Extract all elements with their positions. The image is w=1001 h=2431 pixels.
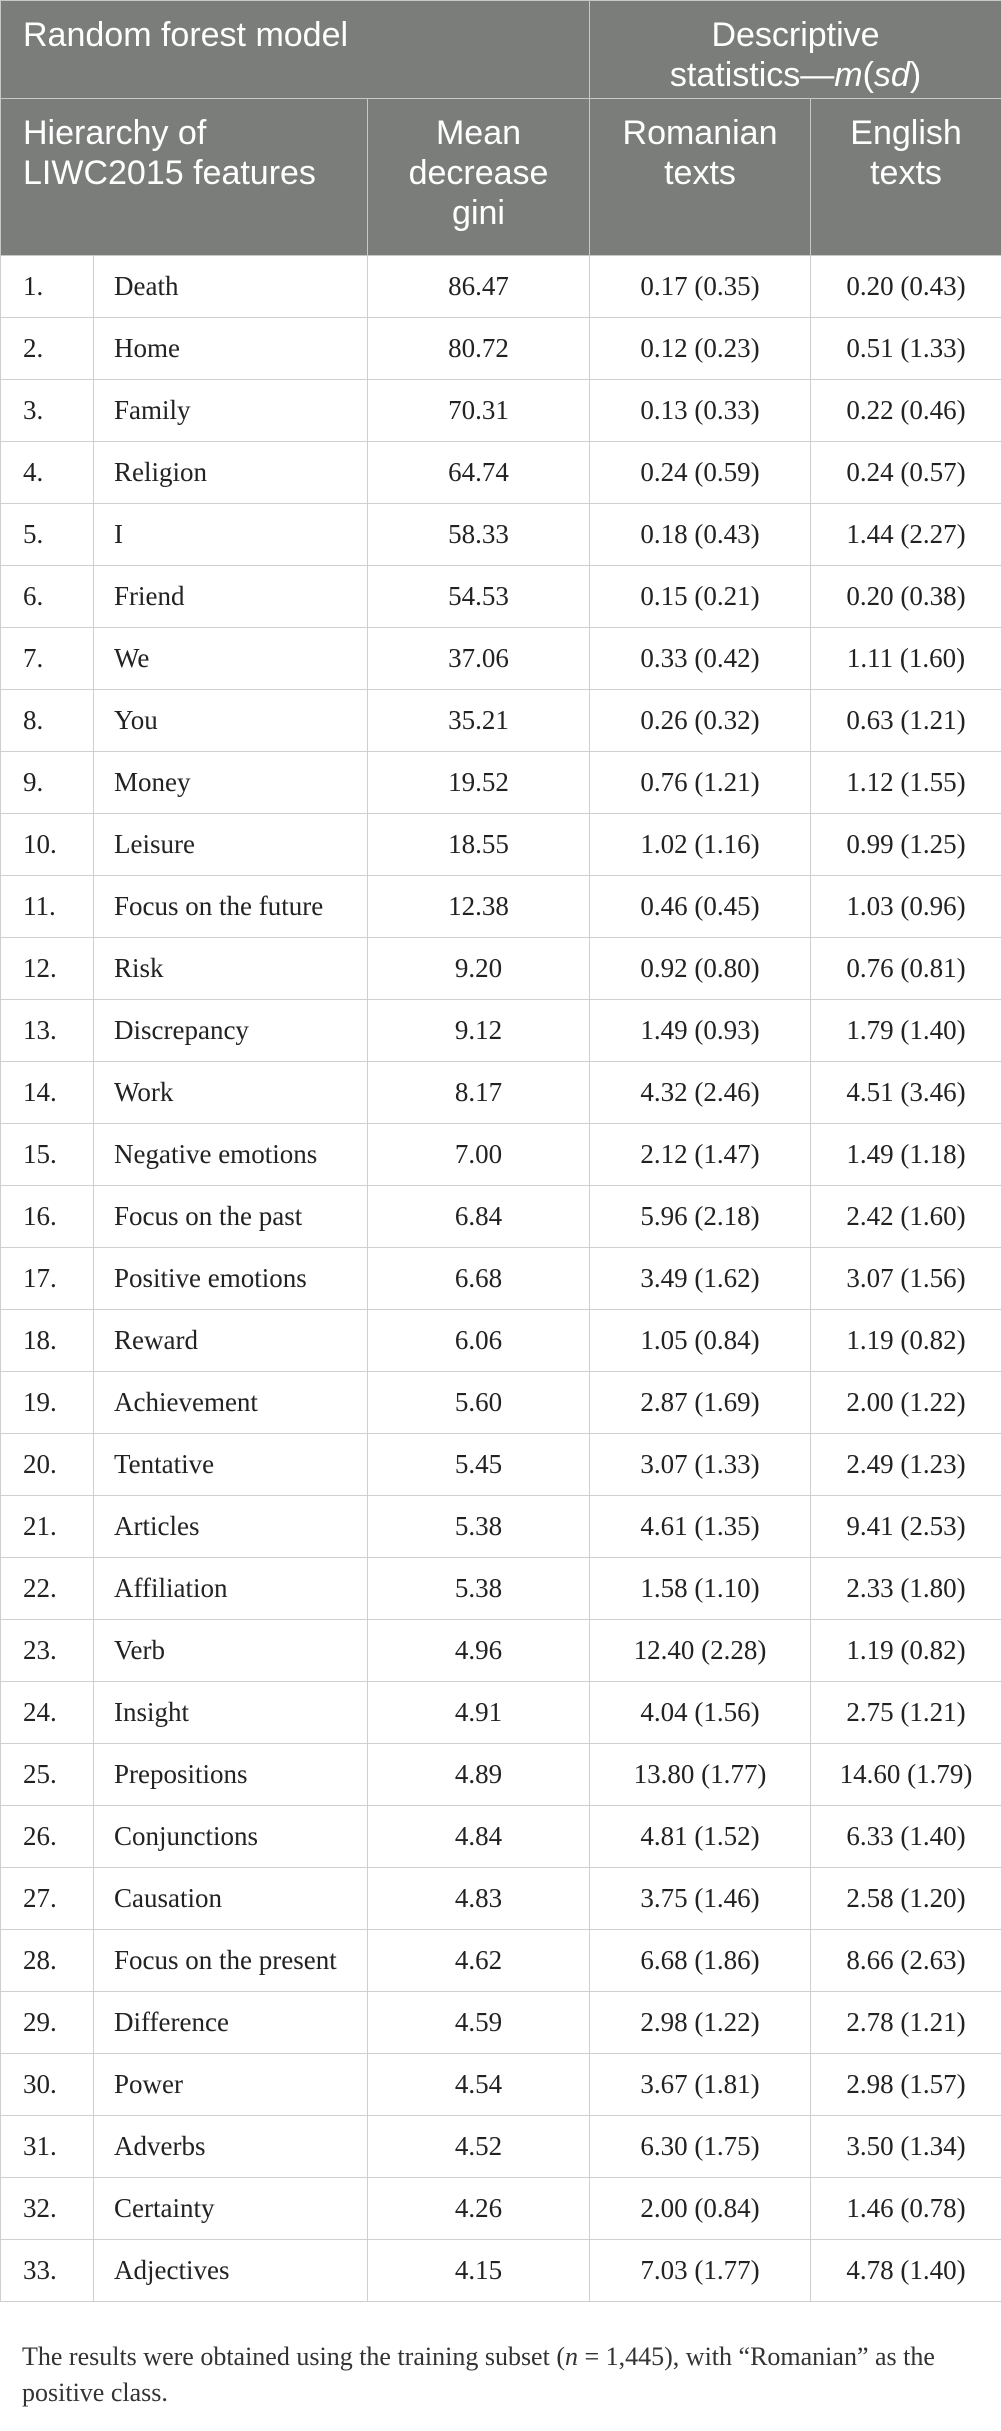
- rank-cell: 22.: [1, 1558, 94, 1620]
- rank-cell: 33.: [1, 2240, 94, 2302]
- table-row: [1, 1868, 1001, 1930]
- rank-cell: 30.: [1, 2054, 94, 2116]
- rank-cell: 16.: [1, 1186, 94, 1248]
- table-row: [1, 380, 1001, 442]
- header-column-row: [1, 99, 1001, 256]
- english-cell: 2.98 (1.57): [811, 2054, 1001, 2116]
- rank-cell: 14.: [1, 1062, 94, 1124]
- english-cell: 0.99 (1.25): [811, 814, 1001, 876]
- gini-cell: 4.54: [368, 2054, 590, 2116]
- rank-cell: 4.: [1, 442, 94, 504]
- header-group-row: [1, 1, 1001, 99]
- english-cell: 1.44 (2.27): [811, 504, 1001, 566]
- feature-cell: Death: [94, 256, 368, 318]
- romanian-cell: 0.18 (0.43): [590, 504, 811, 566]
- gini-cell: 5.60: [368, 1372, 590, 1434]
- gini-cell: 4.62: [368, 1930, 590, 1992]
- table-row: [1, 1496, 1001, 1558]
- gini-cell: 35.21: [368, 690, 590, 752]
- english-cell: 2.49 (1.23): [811, 1434, 1001, 1496]
- romanian-cell: 3.49 (1.62): [590, 1248, 811, 1310]
- english-cell: 1.46 (0.78): [811, 2178, 1001, 2240]
- romanian-cell: 0.15 (0.21): [590, 566, 811, 628]
- table-row: [1, 1744, 1001, 1806]
- english-cell: 2.33 (1.80): [811, 1558, 1001, 1620]
- rank-cell: 21.: [1, 1496, 94, 1558]
- english-cell: 1.11 (1.60): [811, 628, 1001, 690]
- english-cell: 1.19 (0.82): [811, 1310, 1001, 1372]
- rank-cell: 20.: [1, 1434, 94, 1496]
- english-cell: 14.60 (1.79): [811, 1744, 1001, 1806]
- header-english: English texts: [811, 99, 1001, 256]
- english-cell: 1.12 (1.55): [811, 752, 1001, 814]
- header-descriptive-line1: Descriptive: [711, 16, 880, 54]
- header-sd: sd: [873, 56, 910, 94]
- gini-cell: 9.12: [368, 1000, 590, 1062]
- table-row: [1, 1558, 1001, 1620]
- romanian-cell: 0.92 (0.80): [590, 938, 811, 1000]
- english-cell: 1.03 (0.96): [811, 876, 1001, 938]
- rank-cell: 8.: [1, 690, 94, 752]
- gini-cell: 4.84: [368, 1806, 590, 1868]
- gini-cell: 6.84: [368, 1186, 590, 1248]
- english-cell: 0.20 (0.43): [811, 256, 1001, 318]
- english-cell: 4.51 (3.46): [811, 1062, 1001, 1124]
- header-open-paren: (: [862, 56, 874, 94]
- feature-cell: Leisure: [94, 814, 368, 876]
- romanian-cell: 4.61 (1.35): [590, 1496, 811, 1558]
- feature-cell: Insight: [94, 1682, 368, 1744]
- feature-cell: Tentative: [94, 1434, 368, 1496]
- rank-cell: 11.: [1, 876, 94, 938]
- romanian-cell: 13.80 (1.77): [590, 1744, 811, 1806]
- english-cell: 2.58 (1.20): [811, 1868, 1001, 1930]
- romanian-cell: 0.17 (0.35): [590, 256, 811, 318]
- table-row: [1, 628, 1001, 690]
- english-cell: 8.66 (2.63): [811, 1930, 1001, 1992]
- romanian-cell: 4.04 (1.56): [590, 1682, 811, 1744]
- rank-cell: 7.: [1, 628, 94, 690]
- gini-cell: 86.47: [368, 256, 590, 318]
- gini-cell: 4.91: [368, 1682, 590, 1744]
- feature-cell: Achievement: [94, 1372, 368, 1434]
- table-row: [1, 1124, 1001, 1186]
- footnote-post: = 1,445), with “Romanian” as the positive class.: [22, 2342, 935, 2407]
- romanian-cell: 0.12 (0.23): [590, 318, 811, 380]
- feature-cell: Negative emotions: [94, 1124, 368, 1186]
- gini-cell: 4.96: [368, 1620, 590, 1682]
- english-cell: 4.78 (1.40): [811, 2240, 1001, 2302]
- feature-cell: Causation: [94, 1868, 368, 1930]
- romanian-cell: 6.30 (1.75): [590, 2116, 811, 2178]
- romanian-cell: 2.98 (1.22): [590, 1992, 811, 2054]
- english-cell: 9.41 (2.53): [811, 1496, 1001, 1558]
- feature-cell: Money: [94, 752, 368, 814]
- feature-cell: Articles: [94, 1496, 368, 1558]
- rank-cell: 6.: [1, 566, 94, 628]
- feature-cell: Reward: [94, 1310, 368, 1372]
- rank-cell: 31.: [1, 2116, 94, 2178]
- english-cell: 0.22 (0.46): [811, 380, 1001, 442]
- gini-cell: 5.38: [368, 1558, 590, 1620]
- rank-cell: 18.: [1, 1310, 94, 1372]
- footnote-n: n: [564, 2342, 578, 2371]
- rank-cell: 24.: [1, 1682, 94, 1744]
- feature-cell: Home: [94, 318, 368, 380]
- gini-cell: 4.59: [368, 1992, 590, 2054]
- english-cell: 3.07 (1.56): [811, 1248, 1001, 1310]
- feature-cell: Adverbs: [94, 2116, 368, 2178]
- romanian-cell: 4.32 (2.46): [590, 1062, 811, 1124]
- rank-cell: 29.: [1, 1992, 94, 2054]
- rank-cell: 13.: [1, 1000, 94, 1062]
- english-cell: 0.63 (1.21): [811, 690, 1001, 752]
- romanian-cell: 12.40 (2.28): [590, 1620, 811, 1682]
- gini-cell: 70.31: [368, 380, 590, 442]
- feature-cell: We: [94, 628, 368, 690]
- table-row: [1, 1248, 1001, 1310]
- header-m: m: [834, 56, 863, 94]
- header-romanian: Romanian texts: [590, 99, 811, 256]
- table-row: [1, 504, 1001, 566]
- english-cell: 0.24 (0.57): [811, 442, 1001, 504]
- romanian-cell: 3.07 (1.33): [590, 1434, 811, 1496]
- romanian-cell: 5.96 (2.18): [590, 1186, 811, 1248]
- gini-cell: 4.26: [368, 2178, 590, 2240]
- header-descriptive-pre: statistics—: [669, 56, 835, 94]
- header-close-paren: ): [909, 56, 922, 94]
- romanian-cell: 2.00 (0.84): [590, 2178, 811, 2240]
- table-row: [1, 938, 1001, 1000]
- rank-cell: 23.: [1, 1620, 94, 1682]
- gini-cell: 64.74: [368, 442, 590, 504]
- rank-cell: 10.: [1, 814, 94, 876]
- table-row: [1, 1310, 1001, 1372]
- english-cell: 6.33 (1.40): [811, 1806, 1001, 1868]
- feature-cell: Religion: [94, 442, 368, 504]
- romanian-cell: 1.49 (0.93): [590, 1000, 811, 1062]
- feature-cell: Prepositions: [94, 1744, 368, 1806]
- gini-cell: 4.89: [368, 1744, 590, 1806]
- rank-cell: 32.: [1, 2178, 94, 2240]
- rank-cell: 28.: [1, 1930, 94, 1992]
- english-cell: 3.50 (1.34): [811, 2116, 1001, 2178]
- table-row: [1, 1930, 1001, 1992]
- feature-cell: I: [94, 504, 368, 566]
- romanian-cell: 4.81 (1.52): [590, 1806, 811, 1868]
- table-row: [1, 1992, 1001, 2054]
- table-row: [1, 2116, 1001, 2178]
- gini-cell: 18.55: [368, 814, 590, 876]
- rank-cell: 5.: [1, 504, 94, 566]
- table-row: [1, 2178, 1001, 2240]
- feature-cell: Verb: [94, 1620, 368, 1682]
- romanian-cell: 0.33 (0.42): [590, 628, 811, 690]
- gini-cell: 37.06: [368, 628, 590, 690]
- feature-cell: Focus on the present: [94, 1930, 368, 1992]
- table-row: [1, 1372, 1001, 1434]
- gini-cell: 19.52: [368, 752, 590, 814]
- table-row: [1, 1000, 1001, 1062]
- header-descriptive-stats: [590, 1, 1001, 99]
- gini-cell: 7.00: [368, 1124, 590, 1186]
- rank-cell: 19.: [1, 1372, 94, 1434]
- english-cell: 1.49 (1.18): [811, 1124, 1001, 1186]
- table-row: [1, 876, 1001, 938]
- rank-cell: 9.: [1, 752, 94, 814]
- english-cell: 1.79 (1.40): [811, 1000, 1001, 1062]
- romanian-cell: 0.26 (0.32): [590, 690, 811, 752]
- table-footnote: [22, 2339, 982, 2411]
- gini-cell: 4.15: [368, 2240, 590, 2302]
- gini-cell: 12.38: [368, 876, 590, 938]
- romanian-cell: 3.75 (1.46): [590, 1868, 811, 1930]
- feature-cell: Discrepancy: [94, 1000, 368, 1062]
- rank-cell: 26.: [1, 1806, 94, 1868]
- romanian-cell: 0.46 (0.45): [590, 876, 811, 938]
- table-body: [1, 256, 1001, 2302]
- table-row: [1, 2054, 1001, 2116]
- feature-cell: You: [94, 690, 368, 752]
- footnote-pre: The results were obtained using the training subset (: [22, 2342, 565, 2371]
- table-row: [1, 1806, 1001, 1868]
- feature-cell: Focus on the past: [94, 1186, 368, 1248]
- english-cell: 2.75 (1.21): [811, 1682, 1001, 1744]
- gini-cell: 5.45: [368, 1434, 590, 1496]
- feature-cell: Friend: [94, 566, 368, 628]
- feature-cell: Family: [94, 380, 368, 442]
- gini-cell: 4.52: [368, 2116, 590, 2178]
- table-row: [1, 1620, 1001, 1682]
- header-random-forest: Random forest model: [1, 1, 590, 99]
- english-cell: 0.76 (0.81): [811, 938, 1001, 1000]
- feature-cell: Conjunctions: [94, 1806, 368, 1868]
- feature-cell: Power: [94, 2054, 368, 2116]
- romanian-cell: 0.76 (1.21): [590, 752, 811, 814]
- header-hierarchy: Hierarchy of LIWC2015 features: [1, 99, 368, 256]
- rank-cell: 3.: [1, 380, 94, 442]
- feature-cell: Adjectives: [94, 2240, 368, 2302]
- rank-cell: 12.: [1, 938, 94, 1000]
- rank-cell: 17.: [1, 1248, 94, 1310]
- gini-cell: 6.68: [368, 1248, 590, 1310]
- table-row: [1, 256, 1001, 318]
- english-cell: 2.42 (1.60): [811, 1186, 1001, 1248]
- romanian-cell: 0.24 (0.59): [590, 442, 811, 504]
- rank-cell: 27.: [1, 1868, 94, 1930]
- feature-cell: Difference: [94, 1992, 368, 2054]
- table-row: [1, 814, 1001, 876]
- table-row: [1, 1062, 1001, 1124]
- table-row: [1, 442, 1001, 504]
- gini-cell: 9.20: [368, 938, 590, 1000]
- header-gini: Mean decrease gini: [368, 99, 590, 256]
- romanian-cell: 0.13 (0.33): [590, 380, 811, 442]
- romanian-cell: 1.02 (1.16): [590, 814, 811, 876]
- english-cell: 0.51 (1.33): [811, 318, 1001, 380]
- romanian-cell: 7.03 (1.77): [590, 2240, 811, 2302]
- feature-cell: Work: [94, 1062, 368, 1124]
- table-row: [1, 566, 1001, 628]
- feature-cell: Positive emotions: [94, 1248, 368, 1310]
- table-row: [1, 1186, 1001, 1248]
- gini-cell: 6.06: [368, 1310, 590, 1372]
- english-cell: 2.00 (1.22): [811, 1372, 1001, 1434]
- gini-cell: 58.33: [368, 504, 590, 566]
- english-cell: 0.20 (0.38): [811, 566, 1001, 628]
- rank-cell: 2.: [1, 318, 94, 380]
- rank-cell: 15.: [1, 1124, 94, 1186]
- table-row: [1, 318, 1001, 380]
- gini-cell: 80.72: [368, 318, 590, 380]
- table-row: [1, 2240, 1001, 2302]
- romanian-cell: 1.05 (0.84): [590, 1310, 811, 1372]
- feature-cell: Affiliation: [94, 1558, 368, 1620]
- table-row: [1, 1434, 1001, 1496]
- feature-cell: Risk: [94, 938, 368, 1000]
- romanian-cell: 2.12 (1.47): [590, 1124, 811, 1186]
- table-row: [1, 752, 1001, 814]
- feature-cell: Certainty: [94, 2178, 368, 2240]
- rank-cell: 25.: [1, 1744, 94, 1806]
- gini-cell: 5.38: [368, 1496, 590, 1558]
- gini-cell: 54.53: [368, 566, 590, 628]
- rank-cell: 1.: [1, 256, 94, 318]
- english-cell: 2.78 (1.21): [811, 1992, 1001, 2054]
- table-row: [1, 690, 1001, 752]
- gini-cell: 4.83: [368, 1868, 590, 1930]
- romanian-cell: 3.67 (1.81): [590, 2054, 811, 2116]
- feature-cell: Focus on the future: [94, 876, 368, 938]
- romanian-cell: 6.68 (1.86): [590, 1930, 811, 1992]
- romanian-cell: 2.87 (1.69): [590, 1372, 811, 1434]
- gini-cell: 8.17: [368, 1062, 590, 1124]
- table-row: [1, 1682, 1001, 1744]
- romanian-cell: 1.58 (1.10): [590, 1558, 811, 1620]
- english-cell: 1.19 (0.82): [811, 1620, 1001, 1682]
